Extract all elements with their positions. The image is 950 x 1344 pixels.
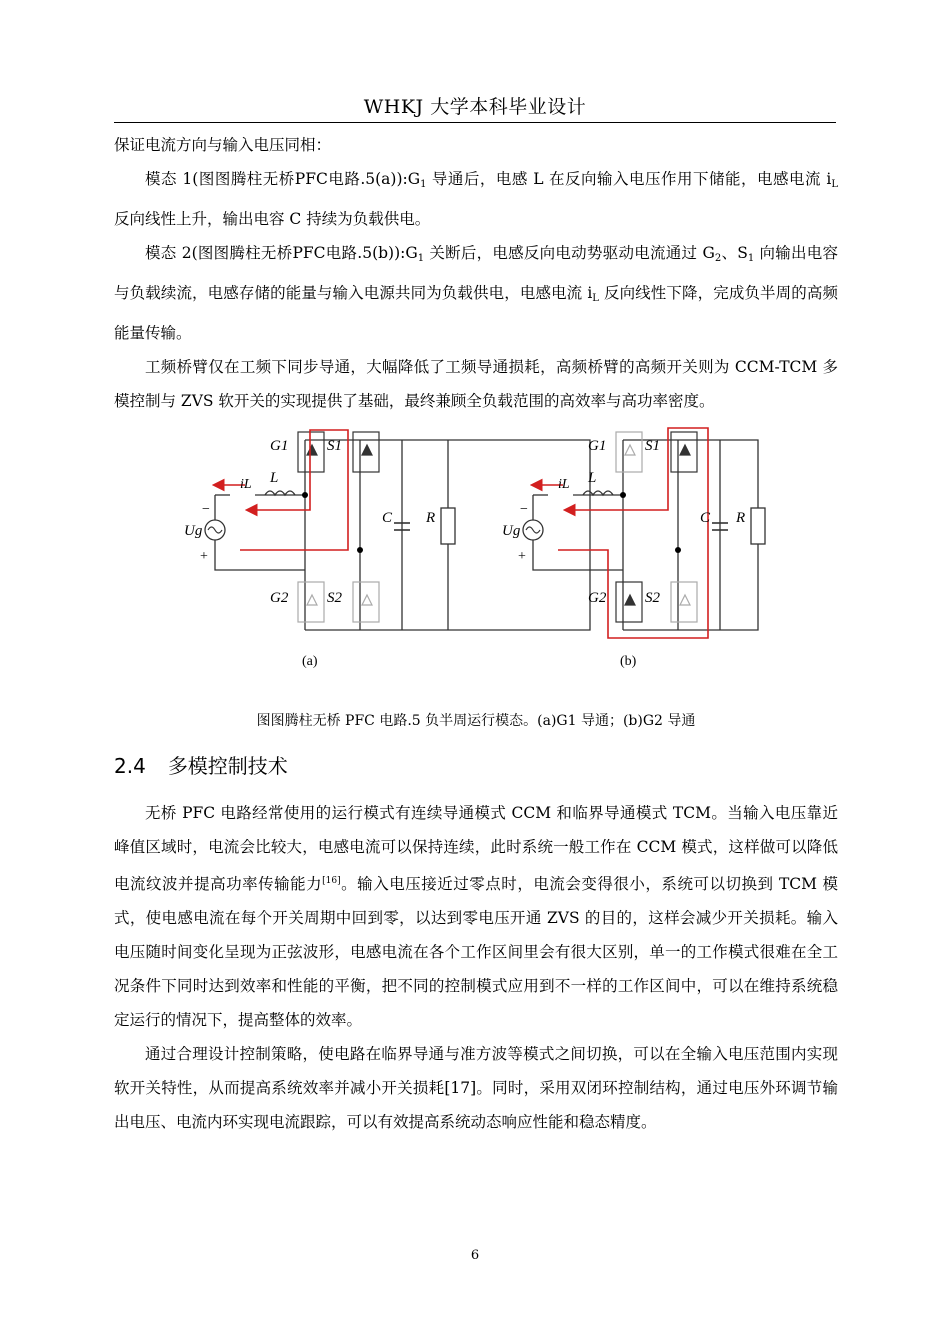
label-plus-a: + — [200, 549, 208, 564]
body-text-top — [114, 128, 838, 418]
label-r-a: R — [426, 510, 436, 526]
subfigure-label-a: (a) — [302, 654, 318, 669]
citation-16: [16] — [322, 876, 341, 886]
paragraph-bridge: 工频桥臂仅在工频下同步导通，大幅降低了工频导通损耗，高频桥臂的高频开关则为 CCM-TCM 多模控制与 ZVS 软开关的实现提供了基础，最终兼顾全负载范围的高效率与高功率密度。 — [114, 358, 838, 410]
label-s1-b: S1 — [645, 438, 660, 454]
label-plus-b: + — [518, 549, 526, 564]
label-c-b: C — [700, 510, 711, 526]
header-title: WHKJ 大学本科毕业设计 — [363, 96, 587, 118]
circuit-figure — [170, 410, 790, 680]
label-ug-a: Ug — [184, 523, 203, 539]
label-ug-b: Ug — [502, 523, 521, 539]
page-header — [114, 92, 836, 123]
paragraph-modes: 无桥 PFC 电路经常使用的运行模式有连续导通模式 CCM 和临界导通模式 TCM。当输入电压靠近峰值区域时，电流会比较大，电感电流可以保持连续，此时系统一般工作在 CCM 模式，这样做可以降低电流纹波并提高功率传输能力[16]。输入电压接近过零点时，电流会变得很小，系统可以切换到 TCM 模式，使电感电流在每个开关周期中回到零，以达到零电压开通 ZVS 的目的，这样会减少开关损耗。输入电压随时间变化呈现为正弦波形，电感电流在各个工作区间里会有很大区别，单一的工作模式很难在全工况条件下同时达到效率和性能的平衡，把不同的控制模式应用到不一样的工作区间中，可以在维持系统稳定运行的情况下，提高整体的效率。 — [114, 804, 838, 1030]
circuit-b — [502, 428, 765, 669]
label-g2-a: G2 — [270, 590, 289, 606]
label-s2-b: S2 — [645, 590, 660, 606]
label-g1-b: G1 — [588, 438, 607, 454]
label-c-a: C — [382, 510, 393, 526]
label-g2-b: G2 — [588, 590, 607, 606]
circuit-diagram — [170, 410, 790, 680]
label-l-a: L — [270, 470, 279, 486]
label-l-b: L — [588, 470, 597, 486]
figure-caption: 图图腾柱无桥 PFC 电路.5 负半周运行模态。(a)G1 导通；(b)G2 导通 — [256, 713, 696, 729]
section-heading — [114, 750, 288, 779]
paragraph-intro: 保证电流方向与输入电压同相： — [114, 136, 332, 154]
label-il-b: iL — [558, 477, 570, 492]
label-il-a: iL — [240, 477, 252, 492]
label-minus-a: − — [202, 502, 210, 517]
paragraph-control: 通过合理设计控制策略，使电路在临界导通与准方波等模式之间切换，可以在全输入电压范围内实现软开关特性，从而提高系统效率并减小开关损耗[17]。同时，采用双闭环控制结构，通过电压外环调节输出电压、电流内环实现电流跟踪，可以有效提高系统动态响应性能和稳态精度。 — [114, 1045, 838, 1132]
label-g1-a: G1 — [270, 438, 289, 454]
section-title: 多模控制技术 — [167, 754, 288, 778]
section-number: 2.4 — [114, 754, 146, 778]
page-number: 6 — [470, 1248, 480, 1263]
label-minus-b: − — [520, 502, 528, 517]
label-r-b: R — [736, 510, 746, 526]
subfigure-label-b: (b) — [620, 654, 637, 669]
paragraph-mode1: 模态 1(图图腾柱无桥PFC电路$.5(a)):G_1$ 导通后，电感 L 在反向输入电压作用下储能，电感电流 $i_L$ 反向线性上升，输出电容 C 持续为负载供电。 — [114, 170, 838, 228]
body-text-bottom — [114, 796, 838, 1139]
circuit-a — [184, 430, 590, 669]
label-s2-a: S2 — [327, 590, 342, 606]
label-s1-a: S1 — [327, 438, 342, 454]
paragraph-mode2: 模态 2(图图腾柱无桥PFC电路$.5(b)):G_1$ 关断后，电感反向电动势驱动电流通过 $G_2$、$S_1$ 向输出电容与负载续流，电感存储的能量与输入电源共同为负载供电，电感电流 $i_L$ 反向线性下降，完成负半周的高频能量传输。 — [114, 244, 838, 342]
